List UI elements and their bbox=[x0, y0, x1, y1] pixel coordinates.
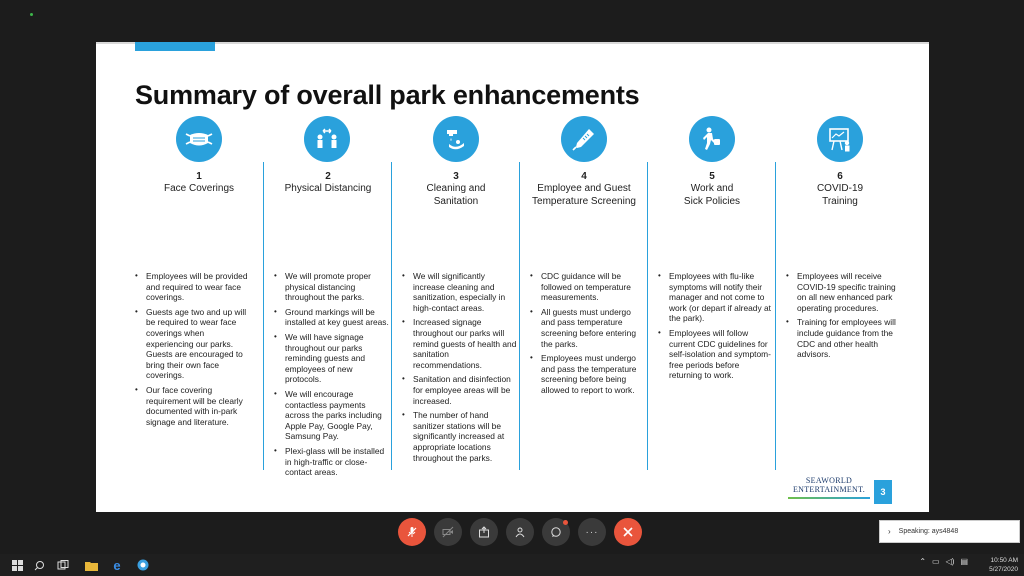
column-divider bbox=[775, 162, 776, 470]
bullet-item: • We will promote proper physical distancing throughout the parks. bbox=[274, 271, 389, 303]
column-number: 4 bbox=[581, 171, 587, 182]
action-center-icon: ▤ bbox=[960, 557, 968, 566]
column-face-coverings bbox=[135, 116, 263, 512]
clock-time: 10:50 AM bbox=[990, 557, 1018, 564]
column-cleaning-sanitation bbox=[392, 116, 520, 512]
speaking-label: Speaking: ays4848 bbox=[898, 528, 959, 535]
handwash-icon bbox=[433, 116, 479, 162]
column-title: Cleaning and Sanitation bbox=[426, 183, 486, 207]
network-icon: ▭ bbox=[932, 557, 940, 566]
bullet-list bbox=[658, 271, 773, 385]
slide-accent-bar bbox=[135, 42, 215, 51]
meeting-app-icon[interactable] bbox=[134, 556, 152, 574]
shared-slide bbox=[96, 42, 929, 512]
logo-text-line1: SEAWORLD bbox=[805, 476, 853, 485]
mute-microphone-button[interactable] bbox=[398, 518, 426, 546]
microphone-off-icon bbox=[406, 526, 418, 538]
bullet-item: • Training for employees will include guidance from the CDC and other health advisors. bbox=[786, 317, 901, 359]
chat-bubble-icon bbox=[550, 526, 562, 538]
column-divider bbox=[519, 162, 520, 470]
search-icon[interactable] bbox=[30, 556, 48, 574]
volume-icon: ◁) bbox=[945, 557, 955, 566]
bullet-item: • We will encourage contactless payments across the parks including Apple Pay, Google Pay, Samsung Pay. bbox=[274, 389, 389, 442]
more-options-button[interactable] bbox=[578, 518, 606, 546]
column-number: 2 bbox=[325, 171, 331, 182]
end-call-button[interactable] bbox=[614, 518, 642, 546]
file-explorer-icon[interactable] bbox=[82, 556, 100, 574]
bullet-item: • Employees must undergo and pass the temperature screening before being allowed to report to work. bbox=[530, 353, 645, 395]
column-number: 5 bbox=[709, 171, 715, 182]
notification-dot bbox=[563, 520, 568, 525]
column-number: 1 bbox=[196, 171, 202, 182]
taskbar-clock[interactable] bbox=[974, 556, 1018, 574]
column-divider bbox=[647, 162, 648, 470]
bullet-list bbox=[530, 271, 645, 400]
thermometer-icon bbox=[561, 116, 607, 162]
ellipsis-icon: ··· bbox=[585, 526, 599, 538]
system-tray[interactable] bbox=[919, 557, 968, 566]
clock-date: 5/27/2020 bbox=[989, 566, 1018, 573]
chevron-right-icon: › bbox=[888, 527, 891, 536]
column-title: Face Coverings bbox=[163, 183, 235, 194]
bullet-item: • Our face covering requirement will be clearly documented with in-park signage and literature. bbox=[135, 385, 250, 427]
bullet-item: • Guests age two and up will be required to wear face coverings when experiencing our parks. Guests are encouraged to bring their own face coverings. bbox=[135, 307, 250, 381]
bullet-list bbox=[274, 271, 389, 482]
bullet-item: • Employees with flu-like symptoms will notify their manager and not come to work (or depart if already at the park). bbox=[658, 271, 773, 324]
logo-text-line2: ENTERTAINMENT. bbox=[792, 485, 866, 494]
column-divider bbox=[391, 162, 392, 470]
column-divider bbox=[263, 162, 264, 470]
slide-top-rule bbox=[96, 42, 929, 44]
bullet-item: • Employees will follow current CDC guidelines for self-isolation and symptom-free periods before returning to work. bbox=[658, 328, 773, 381]
bullet-item: • Plexi-glass will be installed in high-traffic or close-contact areas. bbox=[274, 446, 389, 478]
share-icon bbox=[478, 526, 490, 538]
column-physical-distancing bbox=[264, 116, 392, 512]
column-number: 3 bbox=[453, 171, 459, 182]
status-dot bbox=[30, 13, 33, 16]
chat-button[interactable] bbox=[542, 518, 570, 546]
slide-title: Summary of overall park enhancements bbox=[135, 80, 640, 110]
meeting-toolbar bbox=[398, 518, 642, 546]
column-work-sick-policies bbox=[648, 116, 776, 512]
mask-icon bbox=[176, 116, 222, 162]
bullet-list bbox=[402, 271, 517, 467]
column-covid-training bbox=[776, 116, 904, 512]
bullet-item: • All guests must undergo and pass temperature screening before entering the parks. bbox=[530, 307, 645, 349]
distancing-icon bbox=[304, 116, 350, 162]
bullet-list bbox=[786, 271, 901, 364]
column-title: Employee and Guest Temperature Screening bbox=[532, 183, 636, 207]
bullet-item: • Employees will receive COVID-19 specific training on all new enhanced park operating procedures. bbox=[786, 271, 901, 313]
training-presentation-icon bbox=[817, 116, 863, 162]
bullet-item: • Sanitation and disinfection for employee areas will be increased. bbox=[402, 374, 517, 406]
camera-toggle-button[interactable] bbox=[434, 518, 462, 546]
windows-taskbar bbox=[0, 554, 1024, 576]
bullet-list bbox=[135, 271, 250, 431]
windows-start-icon[interactable] bbox=[8, 556, 26, 574]
camera-off-icon bbox=[442, 526, 454, 538]
share-screen-button[interactable] bbox=[470, 518, 498, 546]
logo-swoosh bbox=[788, 497, 870, 499]
chevron-up-icon: ⌃ bbox=[919, 557, 927, 566]
task-view-icon[interactable] bbox=[54, 556, 72, 574]
column-title: Physical Distancing bbox=[284, 183, 372, 194]
edge-browser-icon[interactable]: e bbox=[113, 557, 121, 573]
walking-worker-icon bbox=[689, 116, 735, 162]
column-number: 6 bbox=[837, 171, 843, 182]
column-title: Work and Sick Policies bbox=[683, 183, 741, 207]
bullet-item: • CDC guidance will be followed on temperature measurements. bbox=[530, 271, 645, 303]
participants-button[interactable] bbox=[506, 518, 534, 546]
bullet-item: • Ground markings will be installed at key guest areas. bbox=[274, 307, 389, 328]
column-temperature-screening bbox=[520, 116, 648, 512]
bullet-item: • We will significantly increase cleaning and sanitization, especially in high-contact areas. bbox=[402, 271, 517, 313]
speaking-indicator[interactable] bbox=[879, 520, 1020, 543]
close-icon bbox=[622, 526, 634, 538]
slide-page-number: 3 bbox=[874, 480, 892, 504]
column-title: COVID-19 Training bbox=[816, 183, 864, 207]
seaworld-logo bbox=[783, 476, 875, 494]
bullet-item: • Employees will be provided and required to wear face coverings. bbox=[135, 271, 250, 303]
person-icon bbox=[514, 526, 526, 538]
bullet-item: • We will have signage throughout our parks reminding guests and employees of new protocols. bbox=[274, 332, 389, 385]
bullet-item: • The number of hand sanitizer stations will be significantly increased at appropriate locations throughout the parks. bbox=[402, 410, 517, 463]
bullet-item: • Increased signage throughout our parks will remind guests of health and sanitation recommendations. bbox=[402, 317, 517, 370]
